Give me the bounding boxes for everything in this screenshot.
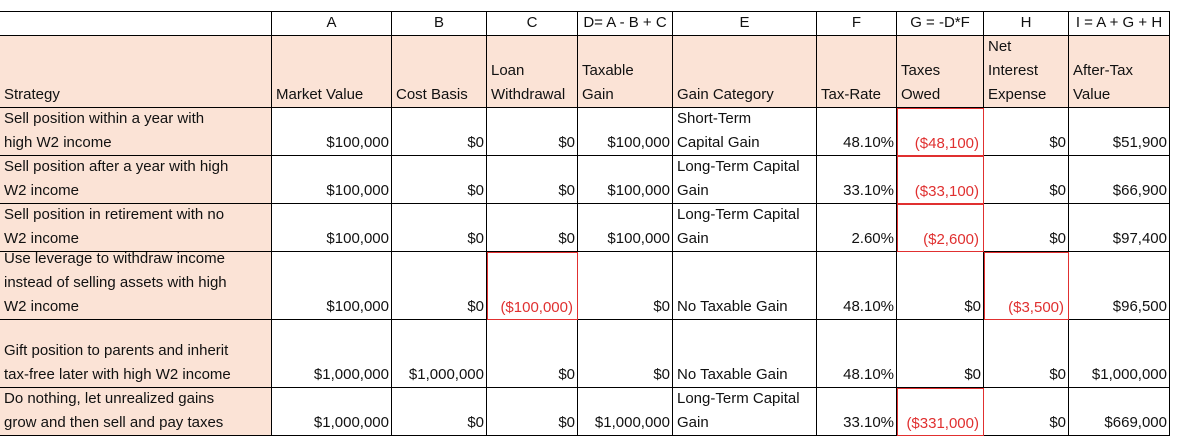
header-cost-basis: Cost Basis: [396, 86, 468, 103]
taxes-owed-value: $0: [964, 298, 981, 315]
col-e-cell[interactable]: [673, 108, 817, 156]
col-c-cell[interactable]: [487, 156, 578, 204]
market-value-value: $100,000: [326, 298, 389, 315]
cost-basis-value: $0: [467, 134, 484, 151]
net-interest-expense-value: $0: [1049, 366, 1066, 383]
taxes-owed-value: ($33,100): [914, 183, 979, 200]
column-letter: F: [851, 14, 862, 31]
cost-basis-value: $0: [467, 414, 484, 431]
loan-withdrawal-value: $0: [558, 366, 575, 383]
header-cell[interactable]: [0, 36, 272, 108]
tax-rate-value: 2.60%: [851, 230, 894, 247]
taxable-gain-value: $100,000: [607, 134, 670, 151]
strategy-text: Sell position within a year with: [4, 110, 205, 127]
col-h-cell[interactable]: [984, 388, 1069, 436]
col-d-cell[interactable]: [578, 320, 673, 388]
taxes-owed-value: $0: [964, 366, 981, 383]
gain-category-text: No Taxable Gain: [677, 298, 788, 315]
column-letter-cell[interactable]: [0, 12, 272, 36]
cost-basis-value: $1,000,000: [408, 366, 484, 383]
header-gain-category: Gain Category: [677, 86, 774, 103]
col-g-cell[interactable]: [897, 204, 984, 252]
column-letter: A: [326, 14, 337, 31]
header-cell[interactable]: [487, 36, 578, 108]
column-letter-cell[interactable]: [817, 12, 897, 36]
net-interest-expense-value: ($3,500): [1008, 299, 1064, 316]
col-a-cell[interactable]: [272, 388, 392, 436]
net-interest-expense-value: $0: [1049, 182, 1066, 199]
strategy-text: high W2 income: [4, 134, 112, 151]
col-a-cell[interactable]: [272, 108, 392, 156]
strategy-cell[interactable]: [0, 156, 272, 204]
taxes-owed-value: ($331,000): [906, 415, 979, 432]
after-tax-value-value: $1,000,000: [1091, 366, 1167, 383]
gain-category-text: Long-Term Capital: [677, 390, 800, 407]
after-tax-value-value: $96,500: [1112, 298, 1167, 315]
header-cell[interactable]: [673, 36, 817, 108]
header-loan-withdrawal: Loan: [491, 62, 525, 79]
loan-withdrawal-value: $0: [558, 230, 575, 247]
header-taxes-owed: Taxes: [901, 62, 941, 79]
header-taxable-gain: Taxable: [582, 62, 634, 79]
col-h-cell[interactable]: [984, 156, 1069, 204]
column-letter: C: [526, 14, 538, 31]
taxes-owed-value: ($2,600): [923, 231, 979, 248]
col-g-cell[interactable]: [897, 320, 984, 388]
strategy-text: tax-free later with high W2 income: [4, 366, 231, 383]
column-letter: B: [433, 14, 444, 31]
taxable-gain-value: $0: [653, 298, 670, 315]
tax-rate-value: 48.10%: [843, 134, 894, 151]
col-f-cell[interactable]: [817, 156, 897, 204]
gain-category-text: Short-Term: [677, 110, 752, 127]
col-a-cell[interactable]: [272, 252, 392, 320]
market-value-value: $100,000: [326, 230, 389, 247]
col-f-cell[interactable]: [817, 204, 897, 252]
market-value-value: $1,000,000: [313, 414, 389, 431]
header-cell[interactable]: [897, 36, 984, 108]
col-f-cell[interactable]: [817, 388, 897, 436]
after-tax-value-value: $669,000: [1104, 414, 1167, 431]
col-e-cell[interactable]: [673, 388, 817, 436]
header-cell[interactable]: [817, 36, 897, 108]
loan-withdrawal-value: $0: [558, 182, 575, 199]
col-d-cell[interactable]: [578, 388, 673, 436]
header-taxable-gain: Gain: [582, 86, 614, 103]
col-h-cell[interactable]: [984, 320, 1069, 388]
column-letter-cell[interactable]: [673, 12, 817, 36]
header-cell[interactable]: [272, 36, 392, 108]
tax-rate-value: 33.10%: [843, 414, 894, 431]
header-net-interest-expense: Expense: [988, 86, 1047, 103]
header-tax-rate: Tax-Rate: [821, 86, 882, 103]
strategy-text: Gift position to parents and inherit: [4, 342, 229, 359]
column-letter: E: [739, 14, 750, 31]
column-letter: D= A - B + C: [583, 14, 667, 31]
after-tax-value-value: $97,400: [1112, 230, 1167, 247]
loan-withdrawal-value: ($100,000): [500, 299, 573, 316]
col-b-cell[interactable]: [392, 252, 487, 320]
market-value-value: $100,000: [326, 182, 389, 199]
taxable-gain-value: $100,000: [607, 182, 670, 199]
column-letter: H: [1020, 14, 1032, 31]
col-c-cell[interactable]: [487, 204, 578, 252]
strategy-cell[interactable]: [0, 108, 272, 156]
col-d-cell[interactable]: [578, 252, 673, 320]
col-b-cell[interactable]: [392, 388, 487, 436]
column-letter-cell[interactable]: [1069, 12, 1170, 36]
taxable-gain-value: $100,000: [607, 230, 670, 247]
column-letter-cell[interactable]: [578, 12, 673, 36]
col-g-cell[interactable]: [897, 252, 984, 320]
col-a-cell[interactable]: [272, 320, 392, 388]
header-after-tax-value: After-Tax: [1073, 62, 1134, 79]
col-c-cell[interactable]: [487, 388, 578, 436]
net-interest-expense-value: $0: [1049, 414, 1066, 431]
taxes-owed-value: ($48,100): [914, 135, 979, 152]
header-after-tax-value: Value: [1073, 86, 1111, 103]
column-letter: G = -D*F: [910, 14, 970, 31]
taxable-gain-value: $0: [653, 366, 670, 383]
gain-category-text: Gain: [677, 414, 709, 431]
loan-withdrawal-value: $0: [558, 134, 575, 151]
tax-rate-value: 48.10%: [843, 298, 894, 315]
strategy-text: W2 income: [4, 182, 80, 199]
gain-category-text: Long-Term Capital: [677, 206, 800, 223]
strategy-text: W2 income: [4, 230, 80, 247]
loan-withdrawal-value: $0: [558, 414, 575, 431]
header-strategy: Strategy: [4, 86, 60, 103]
col-d-cell[interactable]: [578, 204, 673, 252]
col-b-cell[interactable]: [392, 320, 487, 388]
col-i-cell[interactable]: [1069, 108, 1170, 156]
strategy-text: grow and then sell and pay taxes: [4, 414, 224, 431]
col-f-cell[interactable]: [817, 108, 897, 156]
strategy-cell[interactable]: [0, 388, 272, 436]
gain-category-text: Long-Term Capital: [677, 158, 800, 175]
header-cell[interactable]: [578, 36, 673, 108]
col-c-cell[interactable]: [487, 108, 578, 156]
col-d-cell[interactable]: [578, 156, 673, 204]
col-h-cell[interactable]: [984, 204, 1069, 252]
col-d-cell[interactable]: [578, 108, 673, 156]
column-letter-cell[interactable]: [897, 12, 984, 36]
col-e-cell[interactable]: [673, 320, 817, 388]
col-i-cell[interactable]: [1069, 156, 1170, 204]
col-i-cell[interactable]: [1069, 320, 1170, 388]
col-g-cell[interactable]: [897, 108, 984, 156]
market-value-value: $100,000: [326, 134, 389, 151]
strategy-text: Sell position in retirement with no: [4, 206, 225, 223]
strategy-text: Do nothing, let unrealized gains: [4, 390, 215, 407]
col-c-cell[interactable]: [487, 252, 578, 320]
col-i-cell[interactable]: [1069, 204, 1170, 252]
net-interest-expense-value: $0: [1049, 134, 1066, 151]
header-market-value: Market Value: [276, 86, 364, 103]
col-b-cell[interactable]: [392, 108, 487, 156]
col-a-cell[interactable]: [272, 204, 392, 252]
col-f-cell[interactable]: [817, 320, 897, 388]
header-cell[interactable]: [984, 36, 1069, 108]
tax-rate-value: 48.10%: [843, 366, 894, 383]
market-value-value: $1,000,000: [313, 366, 389, 383]
col-h-cell[interactable]: [984, 108, 1069, 156]
strategy-text: W2 income: [4, 298, 80, 315]
header-cell[interactable]: [392, 36, 487, 108]
col-i-cell[interactable]: [1069, 388, 1170, 436]
col-i-cell[interactable]: [1069, 252, 1170, 320]
column-letter-cell[interactable]: [984, 12, 1069, 36]
col-c-cell[interactable]: [487, 320, 578, 388]
strategy-cell[interactable]: [0, 320, 272, 388]
header-net-interest-expense: Net: [988, 38, 1012, 55]
col-b-cell[interactable]: [392, 204, 487, 252]
net-interest-expense-value: $0: [1049, 230, 1066, 247]
col-a-cell[interactable]: [272, 156, 392, 204]
gain-category-text: Capital Gain: [677, 134, 760, 151]
cost-basis-value: $0: [467, 298, 484, 315]
cost-basis-value: $0: [467, 182, 484, 199]
col-e-cell[interactable]: [673, 252, 817, 320]
strategy-text: Use leverage to withdraw income: [4, 252, 225, 267]
column-letter: I = A + G + H: [1075, 14, 1163, 31]
col-h-cell[interactable]: [984, 252, 1069, 320]
col-f-cell[interactable]: [817, 252, 897, 320]
header-cell[interactable]: [1069, 36, 1170, 108]
gain-category-text: Gain: [677, 230, 709, 247]
column-letter-cell[interactable]: [487, 12, 578, 36]
taxable-gain-value: $1,000,000: [594, 414, 670, 431]
col-b-cell[interactable]: [392, 156, 487, 204]
col-e-cell[interactable]: [673, 156, 817, 204]
column-letter-cell[interactable]: [392, 12, 487, 36]
header-taxes-owed: Owed: [901, 86, 941, 103]
gain-category-text: No Taxable Gain: [677, 366, 788, 383]
tax-rate-value: 33.10%: [843, 182, 894, 199]
after-tax-value-value: $51,900: [1112, 134, 1167, 151]
header-loan-withdrawal: Withdrawal: [491, 86, 566, 103]
strategy-cell[interactable]: [0, 252, 272, 320]
col-e-cell[interactable]: [673, 204, 817, 252]
after-tax-value-value: $66,900: [1112, 182, 1167, 199]
strategy-text: instead of selling assets with high: [4, 274, 227, 291]
header-net-interest-expense: Interest: [988, 62, 1039, 79]
gain-category-text: Gain: [677, 182, 709, 199]
column-letter-cell[interactable]: [272, 12, 392, 36]
col-g-cell[interactable]: [897, 388, 984, 436]
cost-basis-value: $0: [467, 230, 484, 247]
col-g-cell[interactable]: [897, 156, 984, 204]
strategy-cell[interactable]: [0, 204, 272, 252]
strategy-text: Sell position after a year with high: [4, 158, 229, 175]
